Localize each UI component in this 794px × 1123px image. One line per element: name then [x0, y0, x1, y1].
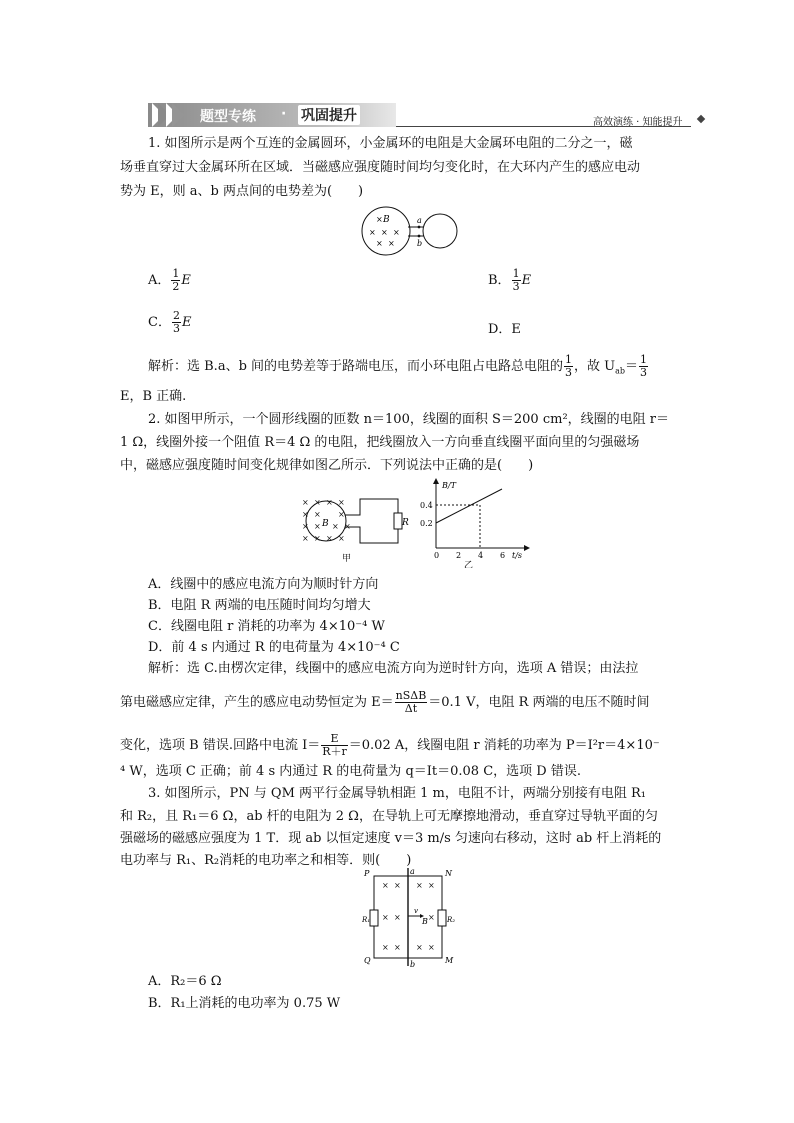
cross-mark: × — [381, 228, 388, 237]
field-label-B: B — [322, 519, 329, 529]
banner-separator: · — [281, 106, 287, 122]
svg-text:×: × — [314, 522, 321, 531]
svg-text:×: × — [314, 534, 321, 543]
svg-text:×: × — [338, 534, 345, 543]
q1-option-c: C． $\frac{2}{3}$ E — [148, 309, 192, 335]
header-right-text: 高效演练 · 知能提升 — [593, 117, 683, 128]
banner-title-right: 巩固提升 — [298, 105, 360, 125]
svg-text:×: × — [302, 498, 309, 507]
point-label-a: a — [417, 216, 422, 225]
svg-text:×: × — [326, 534, 333, 543]
q2-solution-line1: 解析：选 C.由楞次定律，线圈中的感应电流方向为逆时针方向，选项 A 错误；由法拉 — [148, 661, 639, 676]
banner-title-left: 题型专练 — [200, 109, 256, 125]
figure-caption-b: 乙 — [464, 561, 474, 568]
svg-text:×: × — [416, 881, 423, 890]
q2-line1: 2. 如图甲所示，一个圆形线圈的匝数 n＝100，线圈的面积 S＝200 cm²，线圈的电阻 r＝ — [148, 412, 670, 427]
section-banner — [148, 103, 396, 127]
q3-option-b: B．R₁上消耗的电功率为 0.75 W — [148, 996, 341, 1011]
field-label-B: B — [383, 215, 390, 225]
q1-figure — [360, 205, 466, 257]
cross-mark: × — [376, 239, 383, 248]
svg-text:×: × — [428, 881, 435, 890]
q1-option-b: B． $\frac{1}{3}$ E — [488, 267, 532, 293]
field-label-B: B — [422, 917, 428, 926]
diamond-icon — [697, 115, 705, 123]
point-label-Q: Q — [364, 956, 371, 965]
q2-solution-line2: 第电磁感应定律，产生的感应电动势恒定为 E＝ $\frac{\text{nSΔB}}{\Delta t}$ ＝0.1 V，电阻 R 两端的电压不随时间 — [120, 689, 650, 715]
y-tick-label: 0.4 — [420, 501, 433, 510]
svg-text:×: × — [394, 913, 401, 922]
point-label-P: P — [364, 869, 370, 878]
cross-mark: × — [376, 215, 383, 224]
svg-text:×: × — [314, 498, 321, 507]
q2-line3: 中，磁感应强度随时间变化规律如图乙所示．下列说法中正确的是( ) — [120, 458, 534, 473]
q3-line3: 强磁场的磁感应强度为 1 T．现 ab 以恒定速度 v＝3 m/s 匀速向右移动，这时 ab 杆上消耗的 — [120, 831, 662, 846]
q3-option-a: A．R₂＝6 Ω — [148, 974, 222, 989]
chart-line — [436, 489, 502, 523]
svg-text:×: × — [338, 510, 345, 519]
svg-text:×: × — [332, 522, 339, 531]
q3-line1: 3. 如图所示，PN 与 QM 两平行金属导轨相距 1 m，电阻不计，两端分别接有电阻 R₁ — [148, 786, 647, 801]
x-tick-label: 0 — [434, 551, 440, 560]
svg-text:×: × — [382, 881, 389, 890]
svg-text:×: × — [416, 943, 423, 952]
velocity-label: v — [414, 907, 418, 915]
q1-solution-line2: E，B 正确. — [120, 389, 187, 404]
point-label-M: M — [445, 956, 454, 965]
q2-option-b: B．电阻 R 两端的电压随时间均匀增大 — [148, 598, 371, 613]
q1-line3: 势为 E，则 a、b 两点间的电势差为( ) — [120, 184, 364, 199]
svg-text:×: × — [338, 498, 345, 507]
q3-line4: 电功率与 R₁、R₂消耗的电功率之和相等．则( ) — [120, 853, 412, 868]
q1-option-a: A． $\frac{1}{2}$ E — [148, 267, 191, 293]
svg-text:×: × — [428, 913, 435, 922]
svg-text:×: × — [394, 881, 401, 890]
cross-mark: × — [369, 228, 376, 237]
q2-line2: 1 Ω，线圈外接一个阻值 R＝4 Ω 的电阻，把线圈放入一方向垂直线圈平面向里的匀强磁场 — [120, 435, 640, 450]
svg-text:×: × — [428, 943, 435, 952]
y-axis-label: B/T — [442, 481, 456, 490]
svg-text:×: × — [314, 510, 321, 519]
figure-caption-a: 甲 — [342, 554, 352, 564]
x-axis-label: t/s — [512, 551, 523, 560]
x-tick-label: 2 — [456, 551, 462, 560]
q2-figure-b-chart — [420, 478, 532, 568]
q1-line1: 1. 如图所示是两个互连的金属圆环，小金属环的电阻是大金属环电阻的二分之一，磁 — [148, 136, 633, 151]
q2-option-a: A．线圈中的感应电流方向为顺时针方向 — [148, 577, 379, 592]
svg-text:×: × — [382, 913, 389, 922]
q3-figure — [362, 866, 462, 970]
x-tick-label: 4 — [478, 551, 484, 560]
cross-mark: × — [393, 228, 400, 237]
q2-solution-line4: ⁴ W，选项 C 正确；前 4 s 内通过 R 的电荷量为 q＝It＝0.08 C，选项 D 错误. — [120, 764, 581, 779]
q2-option-c: C．线圈电阻 r 消耗的功率为 4×10⁻⁴ W — [148, 619, 385, 634]
svg-text:×: × — [394, 943, 401, 952]
svg-text:×: × — [302, 510, 309, 519]
q2-solution-line3: 变化，选项 B 错误.回路中电流 I＝ $\frac{E}{R+r}$ ＝0.02 A，线圈电阻 r 消耗的功率为 P＝I²r＝4×10⁻ — [120, 732, 660, 758]
chevron-icon — [172, 103, 184, 127]
svg-text:×: × — [382, 943, 389, 952]
q3-line2: 和 R₂，且 R₁＝6 Ω，ab 杆的电阻为 2 Ω，在导轨上可无摩擦地滑动，垂直穿过导轨平面的匀 — [120, 809, 658, 824]
svg-text:×: × — [326, 498, 333, 507]
point-label-b: b — [417, 239, 423, 248]
q2-figure-a — [298, 493, 410, 565]
point-label-N: N — [445, 869, 452, 878]
q1-solution-line1: 解析：选 B.a、b 间的电势差等于路端电压，而小环电阻占电路总电阻的 $\frac{1}{3}$ ，故 $U_{ab}=$ $\frac{1}{3}$ — [148, 353, 648, 379]
resistor-label-R: R — [402, 518, 409, 528]
svg-text:×: × — [344, 522, 351, 531]
q1-line2: 场垂直穿过大金属环所在区域．当磁感应强度随时间均匀变化时，在大环内产生的感应电动 — [120, 160, 641, 175]
y-tick-label: 0.2 — [420, 519, 433, 528]
q2-option-d: D．前 4 s 内通过 R 的电荷量为 4×10⁻⁴ C — [148, 640, 400, 655]
point-label-a: a — [410, 867, 415, 876]
svg-text:×: × — [302, 522, 309, 531]
resistor-label-R1: R₁ — [362, 916, 371, 924]
q1-option-d: D．E — [488, 322, 521, 337]
x-tick-label: 6 — [500, 551, 506, 560]
svg-text:×: × — [302, 534, 309, 543]
cross-mark: × — [388, 239, 395, 248]
point-label-b: b — [410, 960, 416, 969]
resistor-label-R2: R₂ — [447, 916, 456, 924]
